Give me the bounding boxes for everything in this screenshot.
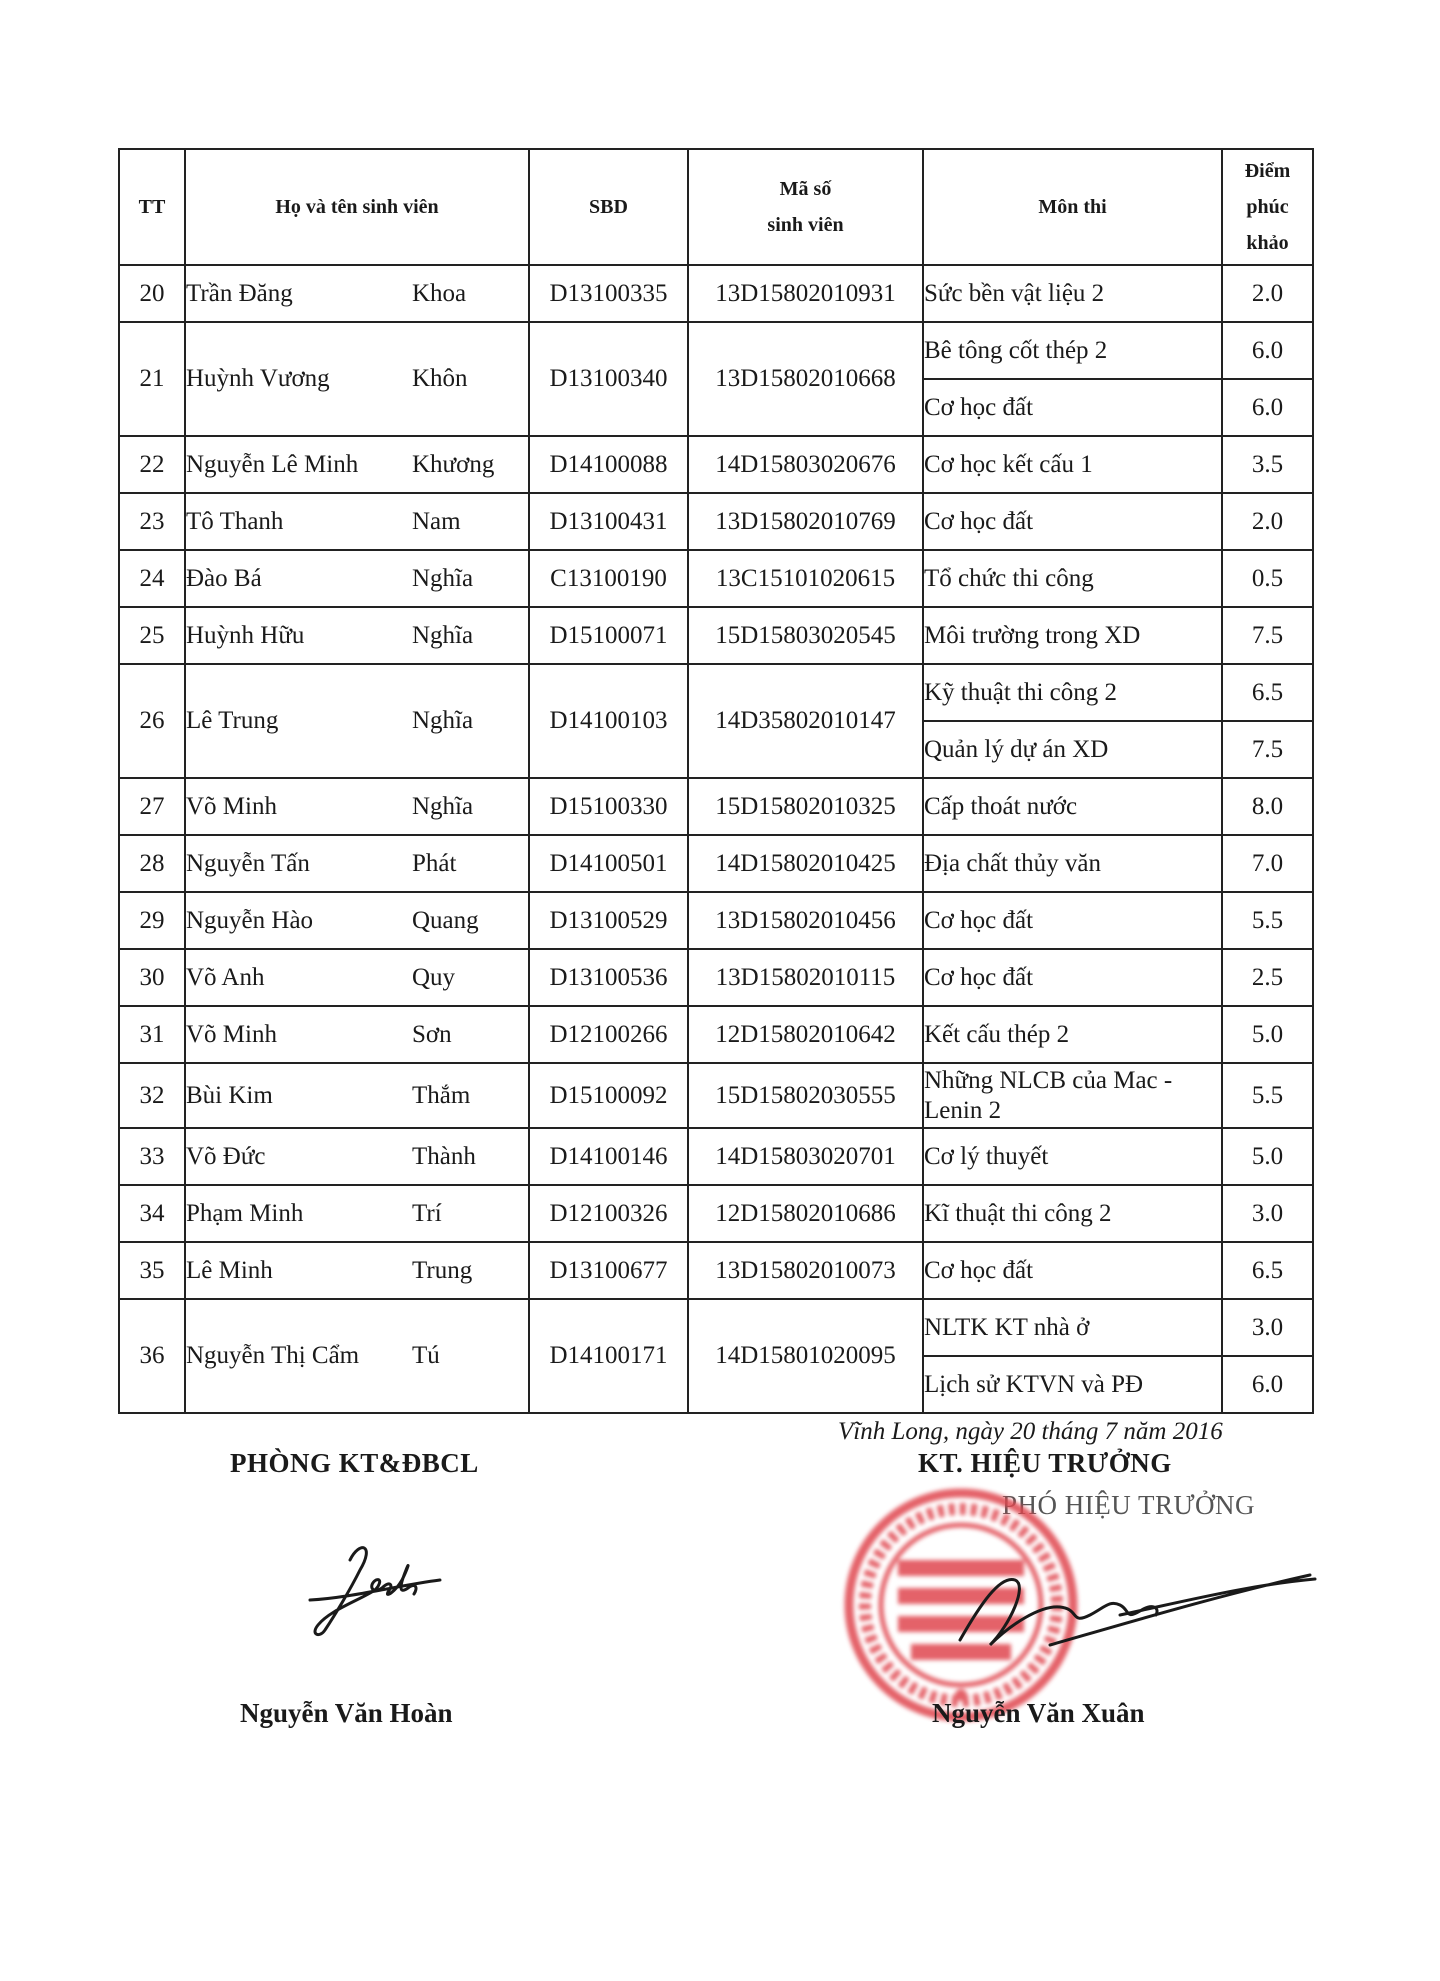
table-row — [119, 493, 1313, 550]
row-number: 20 — [119, 265, 185, 322]
subject-name: Quản lý dự án XD — [923, 721, 1222, 778]
student-name — [185, 1185, 529, 1242]
student-given-name: Phát — [412, 849, 457, 877]
date-line: Vĩnh Long, ngày 20 tháng 7 năm 2016 — [838, 1418, 1223, 1445]
header-diem-line2: phúc — [1246, 196, 1289, 218]
subject-name: Môi trường trong XD — [923, 607, 1222, 664]
student-id: 14D15803020701 — [688, 1128, 923, 1185]
row-number: 28 — [119, 835, 185, 892]
subject-name: Bê tông cốt thép 2 — [923, 322, 1222, 379]
student-given-name: Khôn — [412, 365, 468, 392]
review-score: 6.0 — [1222, 379, 1313, 436]
student-given-name: Trung — [412, 1256, 473, 1284]
results-table-body — [119, 265, 1313, 1413]
student-given-name: Nghĩa — [412, 564, 474, 592]
exam-number: D13100677 — [529, 1242, 688, 1299]
review-score: 6.0 — [1222, 322, 1313, 379]
table-row — [119, 664, 1313, 721]
student-surname: Nguyễn Tấn — [186, 849, 310, 877]
review-score: 3.0 — [1222, 1299, 1313, 1356]
student-surname: Võ Anh — [186, 963, 265, 991]
table-row — [119, 607, 1313, 664]
table-header-row — [119, 149, 1313, 265]
table-row — [119, 835, 1313, 892]
subject-name: Sức bền vật liệu 2 — [923, 265, 1222, 322]
row-number: 27 — [119, 778, 185, 835]
student-given-name: Sơn — [412, 1020, 452, 1048]
header-mssv — [688, 149, 923, 265]
header-mssv-line2: sinh viên — [767, 214, 844, 236]
row-number: 35 — [119, 1242, 185, 1299]
left-handwritten-signature — [290, 1530, 450, 1650]
review-score: 6.5 — [1222, 1242, 1313, 1299]
student-name — [185, 1006, 529, 1063]
student-surname: Võ Minh — [186, 792, 277, 820]
student-surname: Trần Đăng — [186, 279, 293, 307]
review-score: 5.5 — [1222, 892, 1313, 949]
table-row — [119, 436, 1313, 493]
student-id: 15D15803020545 — [688, 607, 923, 664]
exam-number: D14100171 — [529, 1299, 688, 1413]
review-score: 5.0 — [1222, 1006, 1313, 1063]
student-id: 13D15802010931 — [688, 265, 923, 322]
exam-number: D15100092 — [529, 1063, 688, 1128]
exam-number: D14100501 — [529, 835, 688, 892]
exam-number: D15100330 — [529, 778, 688, 835]
student-given-name: Thành — [412, 1142, 476, 1170]
header-tt: TT — [119, 149, 185, 265]
subject-name: Kĩ thuật thi công 2 — [923, 1185, 1222, 1242]
row-number: 25 — [119, 607, 185, 664]
subject-name: Cơ học đất — [923, 949, 1222, 1006]
student-surname: Huỳnh Hữu — [186, 621, 305, 649]
row-number: 36 — [119, 1299, 185, 1413]
student-id: 15D15802010325 — [688, 778, 923, 835]
table-row — [119, 892, 1313, 949]
exam-number: D14100146 — [529, 1128, 688, 1185]
review-score: 2.0 — [1222, 265, 1313, 322]
row-number: 29 — [119, 892, 185, 949]
student-surname: Lê Minh — [186, 1256, 273, 1284]
student-given-name: Quang — [412, 906, 479, 934]
student-name — [185, 1242, 529, 1299]
exam-number: D15100071 — [529, 607, 688, 664]
student-given-name: Nghĩa — [412, 707, 474, 734]
review-score: 3.5 — [1222, 436, 1313, 493]
student-id: 13D15802010456 — [688, 892, 923, 949]
subject-name: Cấp thoát nước — [923, 778, 1222, 835]
exam-number: D13100536 — [529, 949, 688, 1006]
table-row — [119, 550, 1313, 607]
student-surname: Tô Thanh — [186, 507, 284, 535]
student-name — [185, 892, 529, 949]
student-name — [185, 949, 529, 1006]
student-id: 14D15801020095 — [688, 1299, 923, 1413]
row-number: 30 — [119, 949, 185, 1006]
subject-name: Cơ lý thuyết — [923, 1128, 1222, 1185]
student-given-name: Quy — [412, 963, 456, 991]
subject-name: Kết cấu thép 2 — [923, 1006, 1222, 1063]
subject-name: Cơ học đất — [923, 379, 1222, 436]
student-id: 15D15802030555 — [688, 1063, 923, 1128]
table-row — [119, 1006, 1313, 1063]
right-signer-subtitle: PHÓ HIỆU TRƯỞNG — [1002, 1490, 1255, 1520]
student-given-name: Nghĩa — [412, 792, 474, 820]
review-score: 3.0 — [1222, 1185, 1313, 1242]
review-score: 6.0 — [1222, 1356, 1313, 1413]
student-id: 13D15802010073 — [688, 1242, 923, 1299]
header-mon: Môn thi — [923, 149, 1222, 265]
row-number: 31 — [119, 1006, 185, 1063]
header-name: Họ và tên sinh viên — [185, 149, 529, 265]
student-given-name: Tú — [412, 1342, 440, 1369]
exam-number: D13100335 — [529, 265, 688, 322]
subject-name: Cơ học đất — [923, 493, 1222, 550]
review-score: 6.5 — [1222, 664, 1313, 721]
exam-number: D12100326 — [529, 1185, 688, 1242]
student-surname: Nguyễn Thị Cẩm — [186, 1342, 360, 1369]
subject-name: Cơ học đất — [923, 1242, 1222, 1299]
student-name — [185, 835, 529, 892]
student-surname: Nguyễn Lê Minh — [186, 450, 359, 478]
student-given-name: Khương — [412, 450, 495, 478]
review-score: 2.5 — [1222, 949, 1313, 1006]
student-name — [185, 493, 529, 550]
row-number: 21 — [119, 322, 185, 436]
subject-name: NLTK KT nhà ở — [923, 1299, 1222, 1356]
review-score: 5.0 — [1222, 1128, 1313, 1185]
student-name — [185, 322, 529, 436]
review-score: 7.0 — [1222, 835, 1313, 892]
subject-name: Cơ học đất — [923, 892, 1222, 949]
student-name — [185, 1299, 529, 1413]
student-surname: Võ Đức — [186, 1142, 266, 1170]
subject-name: Những NLCB của Mac - Lenin 2 — [923, 1063, 1222, 1128]
header-diem-line1: Điểm — [1244, 160, 1291, 182]
row-number: 24 — [119, 550, 185, 607]
review-score: 5.5 — [1222, 1063, 1313, 1128]
student-given-name: Khoa — [412, 279, 467, 307]
table-row — [119, 778, 1313, 835]
student-name — [185, 664, 529, 778]
student-surname: Phạm Minh — [186, 1199, 304, 1227]
row-number: 33 — [119, 1128, 185, 1185]
student-id: 13D15802010769 — [688, 493, 923, 550]
exam-number: D12100266 — [529, 1006, 688, 1063]
review-score: 0.5 — [1222, 550, 1313, 607]
student-surname: Bùi Kim — [186, 1081, 273, 1109]
table-row — [119, 949, 1313, 1006]
review-score: 2.0 — [1222, 493, 1313, 550]
student-name — [185, 550, 529, 607]
subject-name: Cơ học kết cấu 1 — [923, 436, 1222, 493]
review-score: 7.5 — [1222, 721, 1313, 778]
student-name — [185, 1063, 529, 1128]
exam-number: D14100088 — [529, 436, 688, 493]
student-given-name: Thắm — [412, 1081, 471, 1109]
table-row — [119, 1128, 1313, 1185]
exam-number: D13100529 — [529, 892, 688, 949]
row-number: 34 — [119, 1185, 185, 1242]
student-id: 14D35802010147 — [688, 664, 923, 778]
table-row — [119, 1299, 1313, 1356]
student-id: 14D15803020676 — [688, 436, 923, 493]
student-name — [185, 607, 529, 664]
row-number: 22 — [119, 436, 185, 493]
table-row — [119, 1063, 1313, 1128]
right-handwritten-signature — [920, 1545, 1320, 1675]
student-id: 12D15802010642 — [688, 1006, 923, 1063]
exam-number: D13100431 — [529, 493, 688, 550]
student-given-name: Nghĩa — [412, 621, 474, 649]
left-signer-name: Nguyễn Văn Hoàn — [240, 1698, 453, 1728]
table-row — [119, 1185, 1313, 1242]
review-score: 7.5 — [1222, 607, 1313, 664]
student-name — [185, 1128, 529, 1185]
student-surname: Đào Bá — [186, 564, 262, 592]
student-name — [185, 436, 529, 493]
student-given-name: Trí — [412, 1199, 442, 1227]
subject-name: Lịch sử KTVN và PĐ — [923, 1356, 1222, 1413]
row-number: 32 — [119, 1063, 185, 1128]
row-number: 23 — [119, 493, 185, 550]
table-row — [119, 1242, 1313, 1299]
student-id: 13D15802010668 — [688, 322, 923, 436]
subject-name: Địa chất thủy văn — [923, 835, 1222, 892]
student-id: 12D15802010686 — [688, 1185, 923, 1242]
review-score: 8.0 — [1222, 778, 1313, 835]
student-id: 14D15802010425 — [688, 835, 923, 892]
header-mssv-line1: Mã số — [779, 178, 832, 200]
right-signer-title: KT. HIỆU TRƯỞNG — [918, 1448, 1172, 1478]
left-signer-title: PHÒNG KT&ĐBCL — [230, 1448, 479, 1478]
student-surname: Võ Minh — [186, 1020, 277, 1048]
header-diem-line3: khảo — [1246, 232, 1289, 254]
exam-number: D14100103 — [529, 664, 688, 778]
student-id: 13D15802010115 — [688, 949, 923, 1006]
student-surname: Huỳnh Vương — [186, 365, 330, 392]
student-surname: Nguyễn Hào — [186, 906, 314, 934]
student-id: 13C15101020615 — [688, 550, 923, 607]
table-row — [119, 265, 1313, 322]
student-surname: Lê Trung — [186, 707, 279, 734]
subject-name: Tổ chức thi công — [923, 550, 1222, 607]
student-given-name: Nam — [412, 507, 461, 535]
table-row — [119, 322, 1313, 379]
right-signer-name: Nguyễn Văn Xuân — [932, 1698, 1145, 1728]
row-number: 26 — [119, 664, 185, 778]
header-sbd: SBD — [529, 149, 688, 265]
results-table — [118, 148, 1314, 1414]
subject-name: Kỹ thuật thi công 2 — [923, 664, 1222, 721]
student-name — [185, 778, 529, 835]
exam-number: D13100340 — [529, 322, 688, 436]
student-name — [185, 265, 529, 322]
exam-number: C13100190 — [529, 550, 688, 607]
header-diem — [1222, 149, 1313, 265]
